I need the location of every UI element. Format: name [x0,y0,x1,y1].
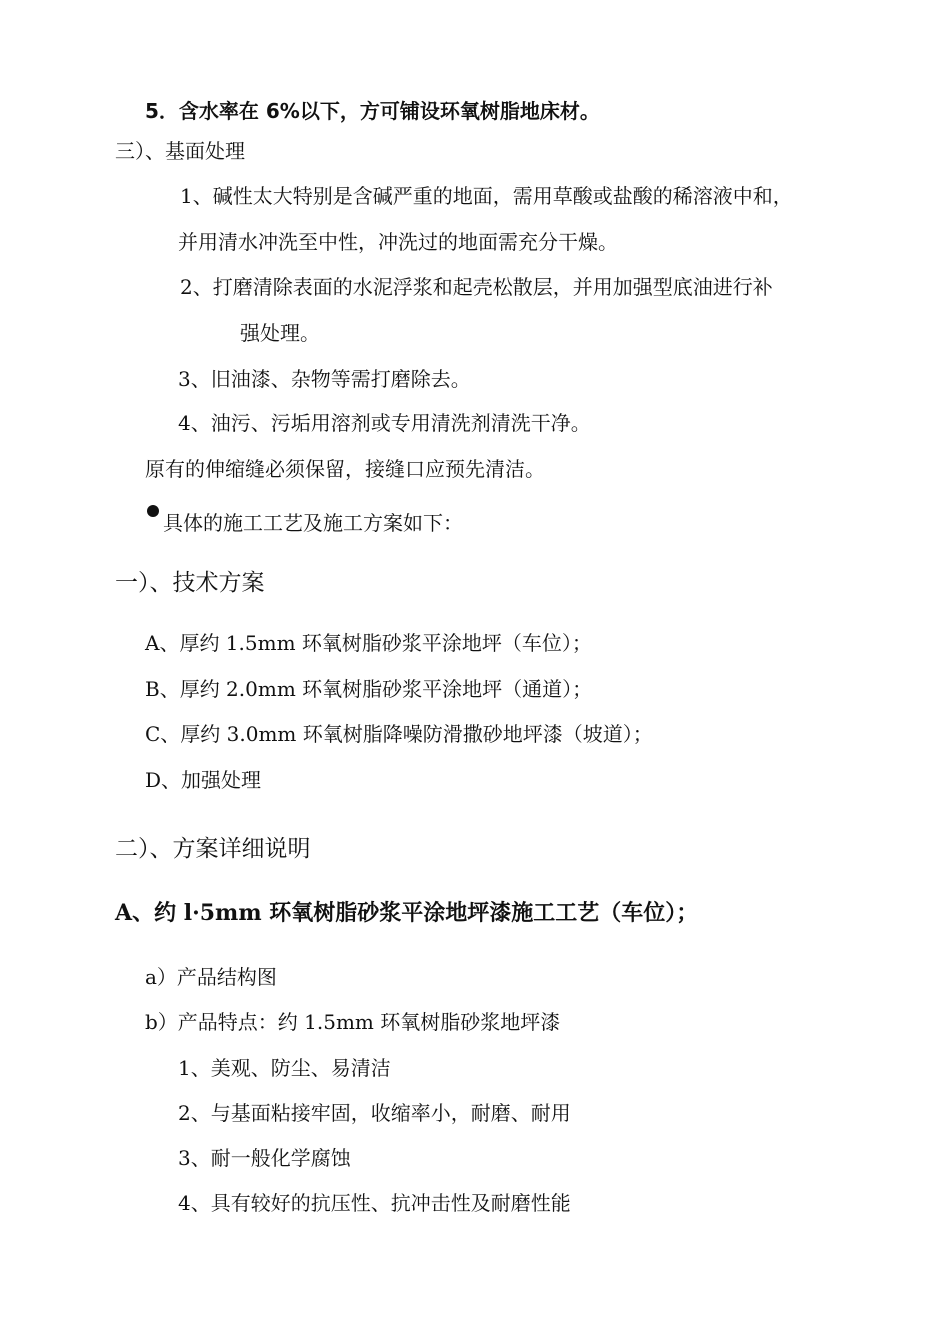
section-3-heading: 三）、基面处理 [115,139,245,163]
item-2-line-2: 强处理。 [240,321,320,345]
plan-c-item: C、厚约 3.0mm 环氧树脂降噪防滑撒砂地坪漆（坡道）； [145,722,653,746]
product-structure-item: a）产品结构图 [145,965,277,989]
plan-d-item: D、加强处理 [145,768,262,792]
feature-2: 2、与基面粘接牢固，收缩率小，耐磨、耐用 [178,1101,571,1125]
item-3-line: 3、旧油漆、杂物等需打磨除去。 [178,367,471,391]
feature-3: 3、耐一般化学腐蚀 [178,1146,351,1170]
item-1-line-1: 1、碱性太大特别是含碱严重的地面，需用草酸或盐酸的稀溶液中和， [180,184,793,208]
plan-a-item: A、厚约 1.5mm 环氧树脂砂浆平涂地坪（车位）； [145,631,592,655]
feature-1: 1、美观、防尘、易清洁 [178,1056,391,1080]
bullet-dot-icon [147,505,159,517]
product-features-item: b）产品特点：约 1.5mm 环氧树脂砂浆地坪漆 [145,1010,561,1034]
process-a-heading: A、约 l·5mm 环氧树脂砂浆平涂地坪漆施工工艺（车位）； [115,900,699,926]
moisture-requirement-line: 5．含水率在 6%以下，方可铺设环氧树脂地床材。 [145,99,600,123]
feature-4: 4、具有较好的抗压性、抗冲击性及耐磨性能 [178,1191,571,1215]
item-4-line: 4、油污、污垢用溶剂或专用清洗剂清洗干净。 [178,411,591,435]
section-1-heading: 一）、技术方案 [115,570,265,596]
item-2-line-1: 2、打磨清除表面的水泥浮浆和起壳松散层，并用加强型底油进行补 [180,275,773,299]
item-1-line-2: 并用清水冲洗至中性，冲洗过的地面需充分干燥。 [178,230,618,254]
expansion-joint-note: 原有的伸缩缝必须保留，接缝口应预先清洁。 [145,457,545,481]
construction-plan-intro: 具体的施工工艺及施工方案如下： [163,511,463,535]
section-2-heading: 二）、方案详细说明 [115,836,311,862]
plan-b-item: B、厚约 2.0mm 环氧树脂砂浆平涂地坪（通道）； [145,677,593,701]
